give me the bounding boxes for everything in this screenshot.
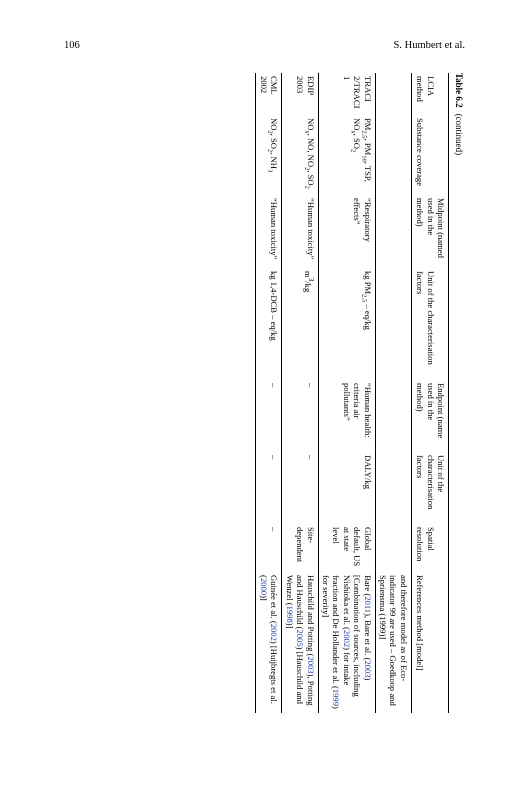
cell-method: TRACI 2/TRACI 1 — [341, 76, 373, 109]
cell-midpoint-unit — [375, 268, 411, 380]
cell-midpoint: “Human toxicity” — [305, 198, 316, 260]
citation-link[interactable]: 2002 — [341, 629, 352, 648]
cell-midpoint: “Human toxicity” — [269, 198, 280, 260]
citation-link[interactable]: 1999 — [331, 688, 342, 707]
cell-endpoint — [375, 380, 411, 452]
cell-endpoint-unit: – — [305, 455, 316, 460]
cell-endpoint: “Human health: criteria air pollutants” — [341, 383, 373, 438]
cell-endpoint: – — [269, 383, 280, 388]
cell-spatial: – — [269, 527, 280, 532]
cell-substances: $NO_x$, NO, $NO_2$, $SO_2$ — [302, 118, 316, 189]
cell-midpoint: “Respiratory effects” — [352, 198, 373, 242]
cell-substances: $PM_{2.5}$, $PM_{10}$, TSP, $NO_x$, $SO_2$ — [349, 118, 373, 182]
cell-substances — [375, 115, 411, 195]
rotated-table-container — [64, 73, 465, 713]
column-header: Endpoint (name used in the method) — [415, 383, 446, 439]
page-number: 106 — [64, 40, 80, 51]
cell-endpoint-unit — [375, 452, 411, 524]
citation-link[interactable]: 2005 — [295, 629, 306, 647]
column-header: LCIA method — [415, 76, 436, 102]
cell-midpoint-unit: kg $PM_{2.5} - eq/kg$ — [359, 271, 373, 330]
table-row — [375, 73, 411, 713]
citation-link[interactable]: 2002 — [269, 623, 280, 641]
table-continued-note: (continued) — [454, 113, 464, 156]
cell-method: CML 2002 — [258, 76, 280, 95]
column-header: Unit of the characterisation factors — [415, 271, 436, 365]
table-header-row — [411, 73, 448, 713]
citation-link[interactable]: 2003 — [362, 660, 373, 678]
table-label: Table 6.2 — [454, 73, 464, 108]
citation-link[interactable]: 2000 — [258, 577, 269, 596]
running-head — [64, 40, 465, 54]
cell-references: Bare (2011), Bare et al. (2003) [Combination of sources, including Nishioka et al. (2002) for intake fraction and De Hollander et al. (1999) for severity] — [320, 575, 373, 709]
citation-link[interactable]: 2003 — [305, 656, 316, 674]
column-header: Unit of the characterisation factors — [415, 455, 446, 510]
cell-substances: $NO_2$, $SO_2$, $NH_3$ — [266, 118, 280, 173]
cell-spatial: Global default, US at state level — [331, 527, 373, 567]
cell-endpoint-unit: – — [269, 455, 280, 460]
column-header: Spatial resolution — [415, 527, 436, 562]
cell-method: EDIP 2003 — [295, 76, 316, 95]
cell-midpoint — [375, 195, 411, 268]
cell-midpoint-unit: $m^3/kg$ — [302, 271, 315, 293]
cell-spatial: Site-dependent — [295, 527, 316, 563]
data-table — [256, 73, 450, 713]
cell-midpoint-unit: kg 1,4-DCB – eq/kg — [269, 271, 280, 341]
column-header: Substance coverage — [415, 118, 426, 187]
table-row — [256, 73, 282, 713]
cell-endpoint: – — [305, 383, 316, 388]
table-row — [318, 73, 375, 713]
column-header: References method [model] — [415, 575, 426, 671]
cell-method — [375, 73, 411, 115]
cell-references — [375, 572, 411, 713]
cell-endpoint-unit: DALY/kg — [362, 455, 373, 489]
cell-references: Hauschild and Potting (2003), Potting and Hauschild (2005) [Hauschild and Wenzel (1998)] — [284, 575, 316, 706]
cell-references: Guinée et al. (2002) [Huijbregts et al. (2000)] — [258, 575, 280, 704]
column-header: Midpoint (named used in the method) — [415, 198, 446, 258]
running-head-authors: S. Humbert et al. — [393, 40, 465, 51]
reference-text: and therefore model as of Eco-indicator 99 are used – Goedkoop and Spriensma (1999)] — [377, 575, 409, 706]
table-row — [282, 73, 318, 713]
table-caption — [452, 73, 465, 155]
citation-link[interactable]: 2011 — [362, 596, 373, 614]
cell-spatial — [375, 524, 411, 572]
citation-link[interactable]: 1998 — [284, 605, 295, 623]
